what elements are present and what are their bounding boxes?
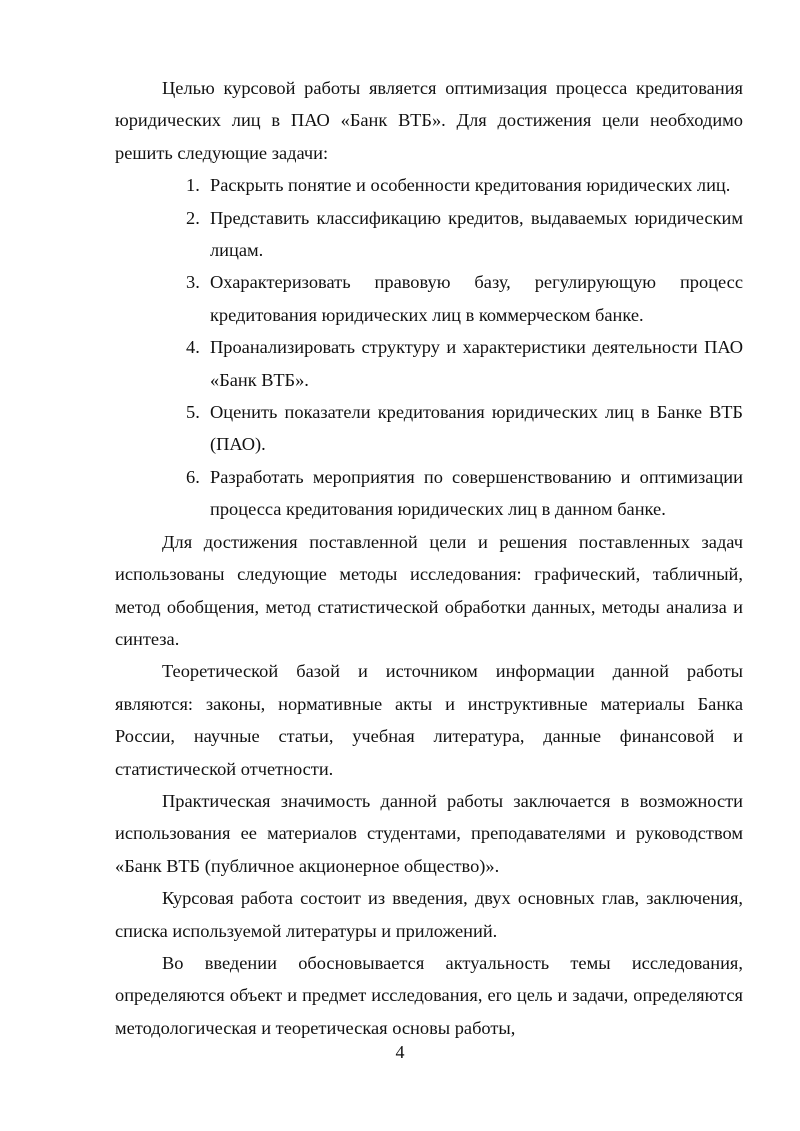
list-item [186, 331, 743, 396]
list-item-number: 4. [186, 337, 200, 358]
intro-paragraph: Целью курсовой работы является оптимизация процесса кредитования юридических лиц в ПАО «Банк ВТБ». Для достижения цели необходимо решить следующие задачи: [115, 78, 743, 163]
methods-paragraph: Для достижения поставленной цели и решения поставленных задач использованы следующие методы исследования: графический, табличный, метод обобщения, метод статистической обработки данных, методы анализа и синтеза. [115, 531, 743, 649]
list-item-number: 3. [186, 272, 200, 293]
list-item [186, 396, 743, 461]
list-item-text: Представить классификацию кредитов, выдаваемых юридическим лицам. [210, 207, 743, 261]
theory-paragraph: Теоретической базой и источником информации данной работы являются: законы, нормативные акты и инструктивные материалы Банка России, научные статьи, учебная литература, данные финансовой и статистической отчетности. [115, 661, 743, 779]
list-item [186, 461, 743, 526]
list-item-text: Раскрыть понятие и особенности кредитования юридических лиц. [210, 175, 731, 196]
introduction-description-paragraph: Во введении обосновывается актуальность темы исследования, определяются объект и предмет исследования, его цель и задачи, определяются методологическая и теоретическая основы работы, [115, 952, 743, 1038]
list-item [186, 169, 743, 201]
list-item [186, 266, 743, 331]
list-item-text: Разработать мероприятия по совершенствованию и оптимизации процесса кредитования юридических лиц в данном банке. [210, 466, 743, 520]
structure-paragraph: Курсовая работа состоит из введения, двух основных глав, заключения, списка используемой литературы и приложений. [115, 888, 743, 941]
list-item-number: 1. [186, 175, 200, 196]
list-item-number: 6. [186, 466, 200, 487]
list-item-number: 2. [186, 207, 200, 228]
list-item-text: Проанализировать структуру и характеристики деятельности ПАО «Банк ВТБ». [210, 337, 743, 390]
list-item-text: Охарактеризовать правовую базу, регулирующую процесс кредитования юридических лиц в коммерческом банке. [210, 272, 743, 325]
page-content [115, 72, 743, 1044]
page-number: 4 [395, 1042, 405, 1062]
list-item-number: 5. [186, 402, 200, 423]
practical-paragraph: Практическая значимость данной работы заключается в возможности использования ее материалов студентами, преподавателями и руководством «Банк ВТБ (публичное акционерное общество)». [115, 790, 743, 876]
list-item-text: Оценить показатели кредитования юридических лиц в Банке ВТБ (ПАО). [210, 402, 743, 455]
tasks-list [115, 169, 743, 525]
list-item [186, 202, 743, 267]
